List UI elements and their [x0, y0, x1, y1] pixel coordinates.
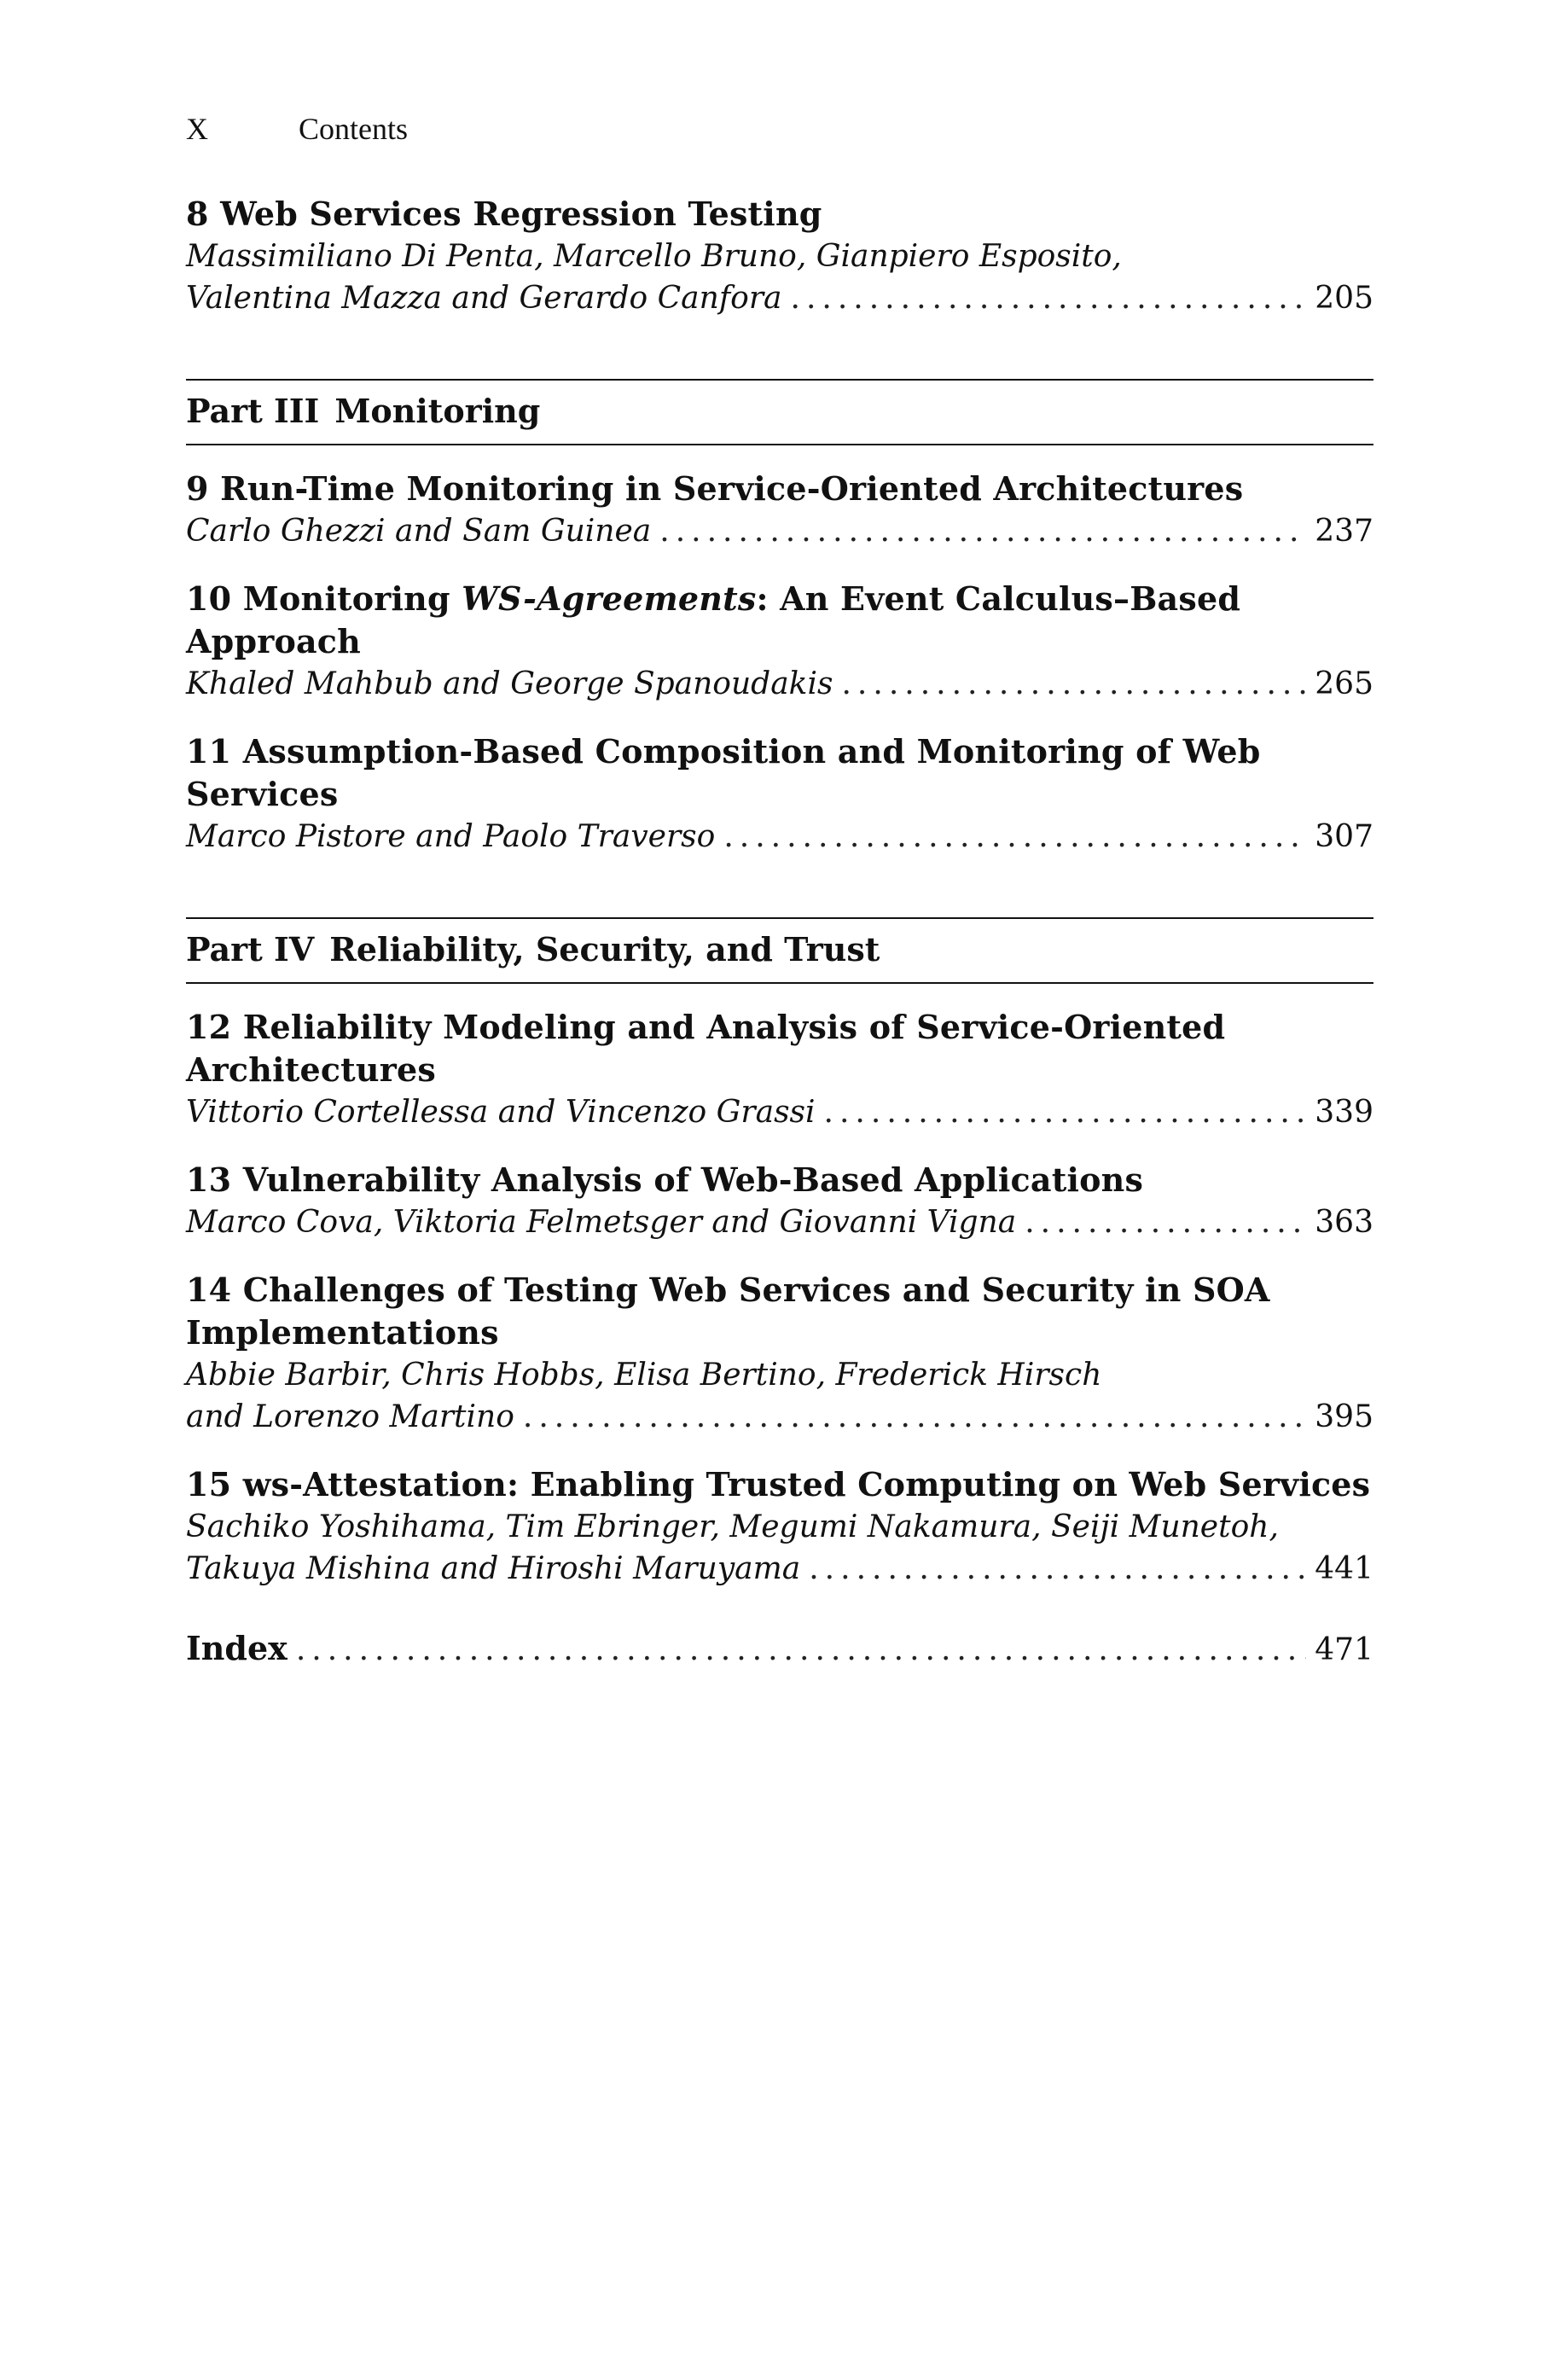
- author-page-line: [186, 816, 1373, 858]
- chapter-authors: Sachiko Yoshihama, Tim Ebringer, Megumi Nakamura, Seiji Munetoh,: [186, 1509, 1279, 1544]
- part-label: Part III: [186, 392, 320, 430]
- chapter-title: 11 Assumption-Based Composition and Monitoring of Web Services: [186, 732, 1261, 813]
- dot-leader: [723, 816, 1306, 858]
- toc-entry-chapter-13[interactable]: [186, 1159, 1373, 1243]
- part-title: Monitoring: [334, 392, 541, 430]
- chapter-title: 12 Reliability Modeling and Analysis of Service-Oriented Architectures: [186, 1008, 1226, 1089]
- toc-entry-chapter-10[interactable]: [186, 578, 1373, 705]
- page-folio: X: [186, 112, 208, 146]
- chapter-title-italic: WS-Agreements: [462, 579, 757, 618]
- toc-entry-chapter-14[interactable]: [186, 1269, 1373, 1438]
- part-label: Part IV: [186, 930, 315, 968]
- toc-entry-chapter-15[interactable]: [186, 1463, 1373, 1590]
- contents-page: [186, 111, 1373, 1671]
- page-number: 205: [1315, 281, 1373, 316]
- chapter-title: [186, 578, 1373, 663]
- page-number: 265: [1315, 666, 1373, 701]
- toc-entry-chapter-9[interactable]: [186, 468, 1373, 552]
- part-heading-4[interactable]: [186, 917, 1373, 984]
- dot-leader: [296, 1629, 1306, 1671]
- index-page-line: [186, 1627, 1373, 1671]
- author-page-line: [186, 510, 1373, 552]
- page-number: 441: [1315, 1551, 1373, 1586]
- chapter-authors: Massimiliano Di Penta, Marcello Bruno, Gianpiero Esposito,: [186, 239, 1122, 274]
- running-head: [186, 111, 1373, 162]
- chapter-authors: Marco Pistore and Paolo Traverso: [186, 819, 716, 854]
- page-number: 237: [1315, 514, 1373, 549]
- author-page-line: [186, 1396, 1373, 1438]
- page-number: 339: [1315, 1095, 1373, 1130]
- chapter-authors: Takuya Mishina and Hiroshi Maruyama: [186, 1551, 801, 1586]
- chapter-title-start: 10 Monitoring: [186, 579, 462, 618]
- chapter-title-end: : An Event Calculus–Based Approach: [186, 579, 1241, 660]
- chapter-title: 8 Web Services Regression Testing: [186, 195, 822, 233]
- chapter-authors: Marco Cova, Viktoria Felmetsger and Giovanni Vigna: [186, 1205, 1017, 1240]
- toc-entry-index[interactable]: [186, 1627, 1373, 1671]
- chapter-title: 14 Challenges of Testing Web Services and Security in SOA Implementations: [186, 1271, 1270, 1352]
- author-page-line: [186, 1091, 1373, 1133]
- running-head-title: Contents: [299, 112, 409, 146]
- author-page-line: [186, 1548, 1373, 1590]
- author-page-line: [186, 1201, 1373, 1243]
- chapter-authors: and Lorenzo Martino: [186, 1399, 514, 1434]
- page-number: 363: [1315, 1205, 1373, 1240]
- dot-leader: [791, 277, 1307, 319]
- dot-leader: [659, 510, 1306, 552]
- toc-entry-chapter-8[interactable]: [186, 193, 1373, 319]
- chapter-authors: Carlo Ghezzi and Sam Guinea: [186, 514, 652, 549]
- dot-leader: [523, 1396, 1306, 1438]
- part-title: Reliability, Security, and Trust: [329, 930, 880, 968]
- dot-leader: [809, 1548, 1306, 1590]
- dot-leader: [1025, 1201, 1306, 1243]
- chapter-title: 15 ws-Attestation: Enabling Trusted Computing on Web Services: [186, 1465, 1371, 1503]
- page-number: 471: [1315, 1632, 1373, 1667]
- dot-leader: [824, 1091, 1307, 1133]
- dot-leader: [841, 663, 1306, 705]
- author-page-line: [186, 663, 1373, 705]
- chapter-authors: Vittorio Cortellessa and Vincenzo Grassi: [186, 1095, 816, 1130]
- chapter-authors: Valentina Mazza and Gerardo Canfora: [186, 281, 782, 316]
- chapter-authors: Abbie Barbir, Chris Hobbs, Elisa Bertino, Frederick Hirsch: [186, 1358, 1102, 1393]
- page-number: 307: [1315, 819, 1373, 854]
- chapter-title: 9 Run-Time Monitoring in Service-Oriented Architectures: [186, 469, 1244, 508]
- part-heading-3[interactable]: [186, 379, 1373, 445]
- index-label: Index: [186, 1629, 287, 1667]
- page-number: 395: [1315, 1399, 1373, 1434]
- toc-entry-chapter-11[interactable]: [186, 730, 1373, 858]
- chapter-title: 13 Vulnerability Analysis of Web-Based Applications: [186, 1160, 1144, 1199]
- toc-entry-chapter-12[interactable]: [186, 1006, 1373, 1133]
- author-page-line: [186, 277, 1373, 319]
- chapter-authors: Khaled Mahbub and George Spanoudakis: [186, 666, 833, 701]
